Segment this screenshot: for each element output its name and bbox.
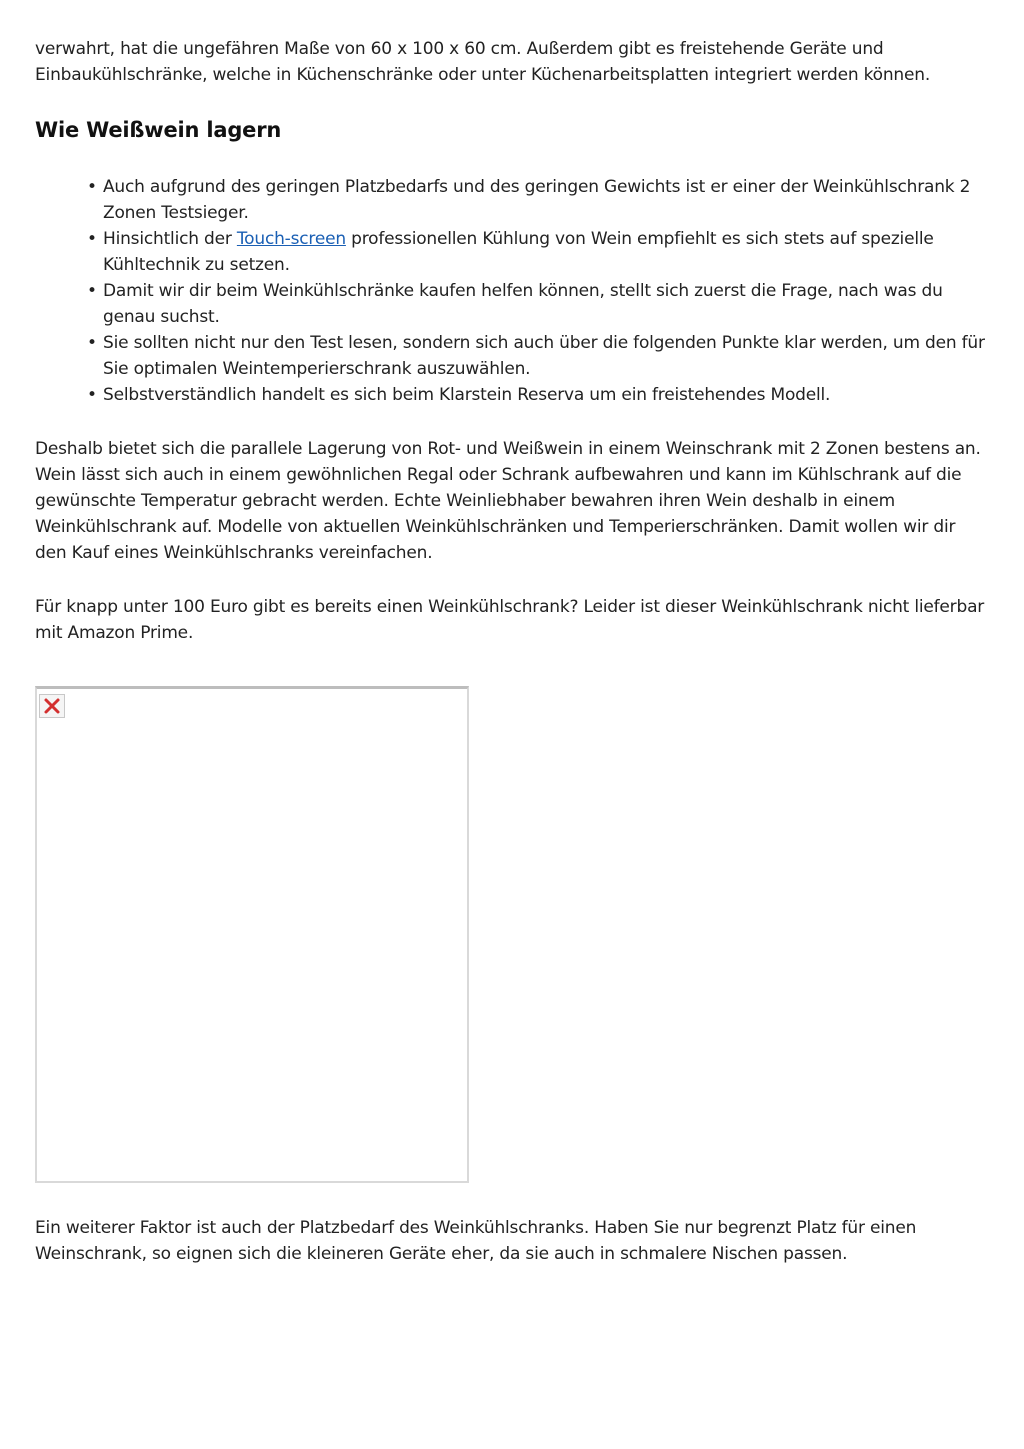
list-item-text: professionellen Kühlung von Wein empfiehlt es sich stets auf spezielle Kühltechnik zu setzen. (103, 229, 934, 275)
bullet-list (35, 174, 990, 408)
paragraph-price: Für knapp unter 100 Euro gibt es bereits einen Weinkühlschrank? Leider ist dieser Weinkühlschrank nicht lieferbar mit Amazon Prime. (35, 597, 985, 643)
touch-screen-link[interactable]: Touch-screen (236, 229, 346, 249)
list-item: • Sie sollten nicht nur den Test lesen, sondern sich auch über die folgenden Punkte klar werden, um den für Sie optimalen Weintemperierschrank auszuwählen. (103, 330, 990, 382)
paragraph-storage: Deshalb bietet sich die parallele Lagerung von Rot- und Weißwein in einem Weinschrank mit 2 Zonen bestens an. Wein lässt sich auch in einem gewöhnlichen Regal oder Schrank aufbewahren und kann im Kühlschrank auf die gewünschte Temperatur gebracht werden. Echte Weinliebhaber bewahren ihren Wein deshalb in einem Weinkühlschrank auf. Modelle von aktuellen Weinkühlschränken und Temperierschränken. Damit wollen wir dir den Kauf eines Weinkühlschranks vereinfachen. (35, 439, 981, 563)
broken-image-placeholder (35, 686, 469, 1183)
list-item: • Auch aufgrund des geringen Platzbedarfs und des geringen Gewichts ist er einer der Weinkühlschrank 2 Zonen Testsieger. (103, 174, 990, 226)
section-heading: Wie Weißwein lagern (35, 118, 282, 142)
document-page (35, 36, 990, 1267)
list-item: • Selbstverständlich handelt es sich beim Klarstein Reserva um ein freistehendes Modell. (103, 382, 990, 408)
paragraph-space: Ein weiterer Faktor ist auch der Platzbedarf des Weinkühlschranks. Haben Sie nur begrenzt Platz für einen Weinschrank, so eignen sich die kleineren Geräte eher, da sie auch in schmalere Nischen passen. (35, 1218, 917, 1264)
list-item-text: Hinsichtlich der (103, 229, 237, 249)
list-item (103, 226, 990, 278)
list-item: • Damit wir dir beim Weinkühlschränke kaufen helfen können, stellt sich zuerst die Frage, nach was du genau suchst. (103, 278, 990, 330)
intro-paragraph: verwahrt, hat die ungefähren Maße von 60 x 100 x 60 cm. Außerdem gibt es freistehende Geräte und Einbaukühlschränke, welche in Küchenschränke oder unter Küchenarbeitsplatten integriert werden können. (35, 39, 931, 85)
broken-image-icon (39, 694, 65, 718)
